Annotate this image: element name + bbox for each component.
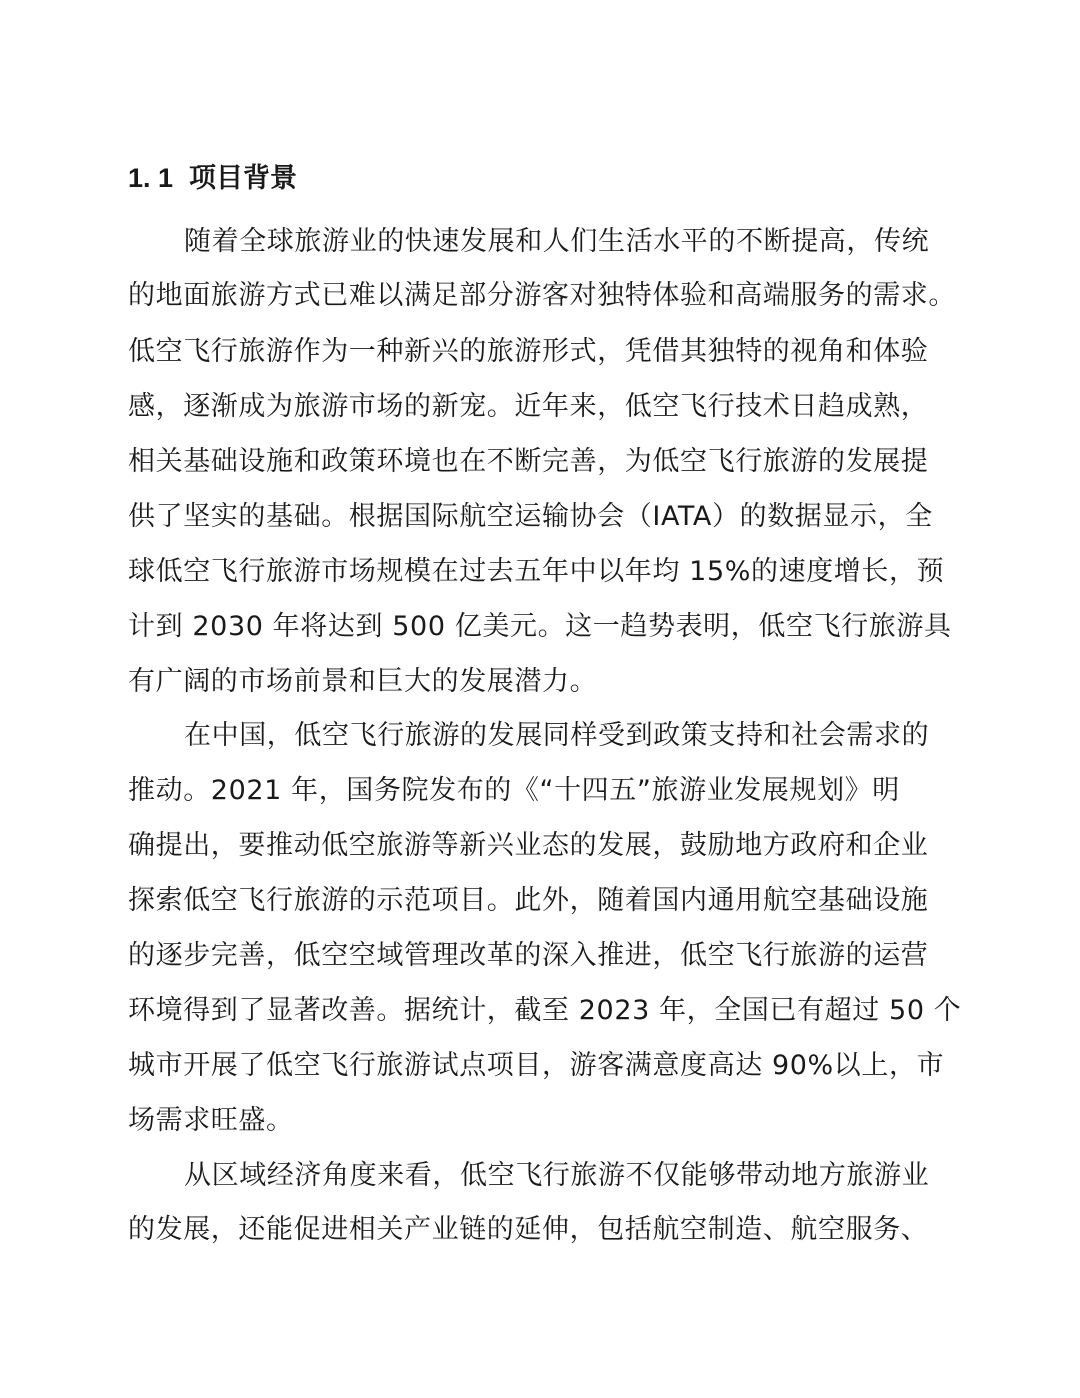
paragraph-3-line-2: 的发展，还能促进相关产业链的延伸，包括航空制造、航空服务、 xyxy=(128,1214,929,1245)
paragraph-1-line-7: 球低空飞行旅游市场规模在过去五年中以年均 15%的速度增长，预 xyxy=(128,556,945,587)
paragraph-1-line-6: 供了坚实的基础。根据国际航空运输协会（IATA）的数据显示，全 xyxy=(128,501,933,532)
paragraph-2-line-7: 城市开展了低空飞行旅游试点项目，游客满意度高达 90%以上，市 xyxy=(128,1050,945,1081)
paragraph-1-line-1: 随着全球旅游业的快速发展和人们生活水平的不断提高，传统 xyxy=(184,226,930,257)
section-number: 1. 1 xyxy=(128,163,174,193)
paragraph-1-line-9: 有广阔的市场前景和巨大的发展潜力。 xyxy=(128,666,598,697)
paragraph-2-line-5: 的逐步完善，低空空域管理改革的深入推进，低空飞行旅游的运营 xyxy=(128,940,929,971)
paragraph-1-line-8: 计到 2030 年将达到 500 亿美元。这一趋势表明，低空飞行旅游具 xyxy=(128,611,952,642)
paragraph-2-line-2: 推动。2021 年，国务院发布的《“十四五”旅游业发展规划》明 xyxy=(128,775,900,806)
paragraph-2-line-8: 场需求旺盛。 xyxy=(128,1105,294,1136)
paragraph-2-line-4: 探索低空飞行旅游的示范项目。此外，随着国内通用航空基础设施 xyxy=(128,885,929,916)
paragraph-1-line-2: 的地面旅游方式已难以满足部分游客对独特体验和高端服务的需求。 xyxy=(128,280,956,311)
paragraph-2-line-6: 环境得到了显著改善。据统计，截至 2023 年，全国已有超过 50 个 xyxy=(128,995,962,1026)
paragraph-2-line-3: 确提出，要推动低空旅游等新兴业态的发展，鼓励地方政府和企业 xyxy=(128,830,929,861)
paragraph-3-line-1: 从区域经济角度来看，低空飞行旅游不仅能够带动地方旅游业 xyxy=(184,1160,930,1191)
paragraph-1-line-4: 感，逐渐成为旅游市场的新宠。近年来，低空飞行技术日趋成熟， xyxy=(128,391,929,422)
section-title: 项目背景 xyxy=(189,163,298,194)
paragraph-2-line-1: 在中国，低空飞行旅游的发展同样受到政策支持和社会需求的 xyxy=(184,720,930,751)
paragraph-1-line-5: 相关基础设施和政策环境也在不断完善，为低空飞行旅游的发展提 xyxy=(128,446,929,477)
section-heading xyxy=(128,160,297,197)
paragraph-1-line-3: 低空飞行旅游作为一种新兴的旅游形式，凭借其独特的视角和体验 xyxy=(128,336,929,367)
